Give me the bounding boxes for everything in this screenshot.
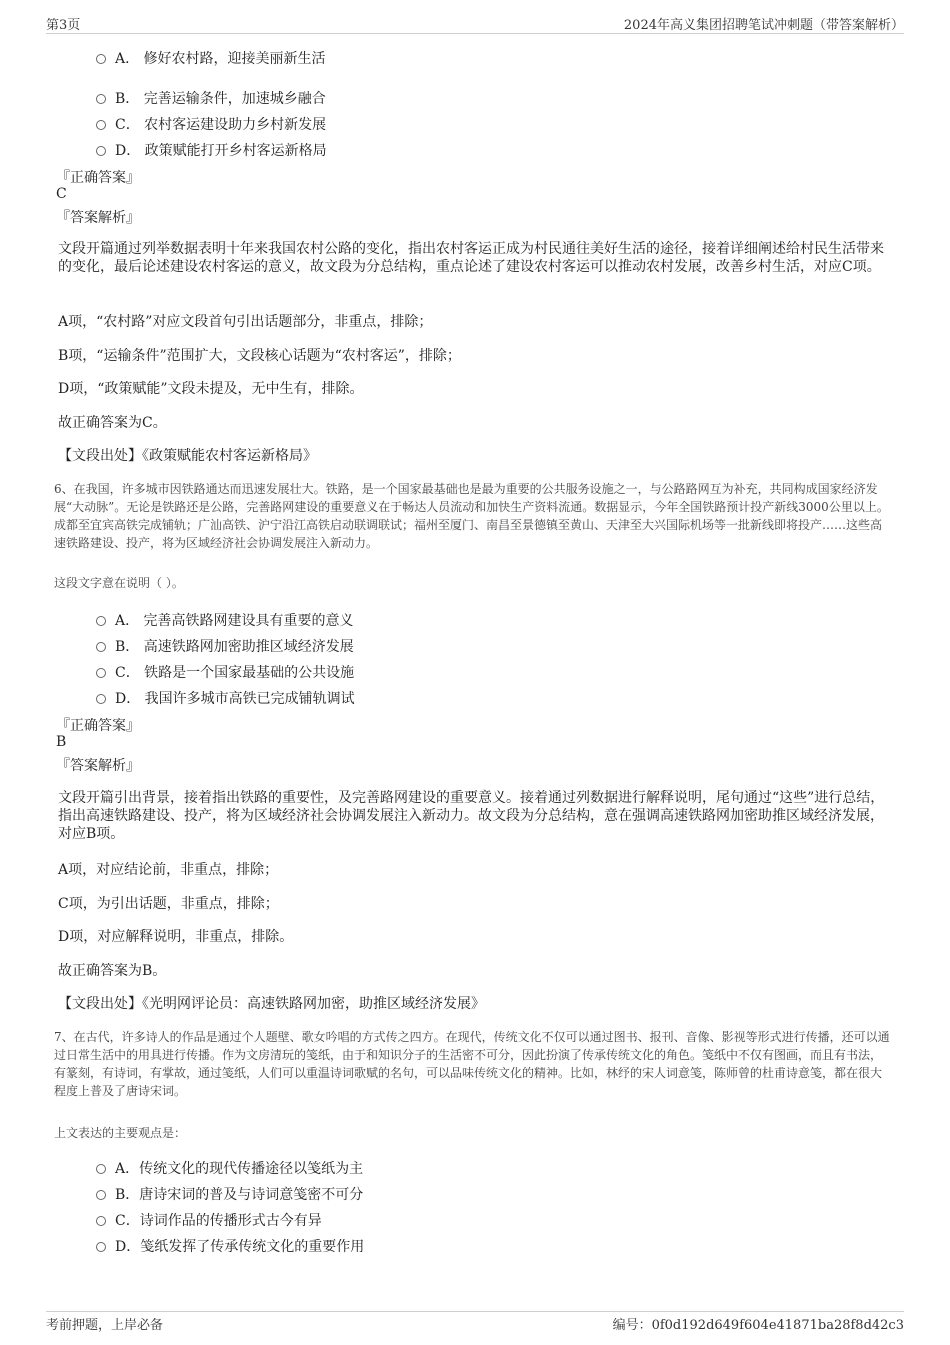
option-label: B． 高速铁路网加密助推区域经济发展 (115, 639, 354, 655)
radio-icon[interactable] (96, 668, 106, 678)
q5-note-a: A项，“农村路”对应文段首句引出话题部分，非重点，排除； (58, 314, 433, 330)
q6-stem: 6、在我国，许多城市因铁路通达而迅速发展壮大。铁路，是一个国家最基础也是最为重要的公共服务设施之一，与公路路网互为补充，共同构成国家经济发展“大动脉”。无论是铁路还是公路，完善路网建设的重要意义在于畅达人员流动和加快生产资料流通。数据显示，今年全国铁路预计投产新线3000公里以上。成都至宜宾高铁完成铺轨；广汕高铁、沪宁沿江高铁启动联调联试；福州至厦门、南昌至景德镇至黄山、天津至大兴国际机场等一批新线即将投产……这些高速铁路建设、投产，将为区域经济社会协调发展注入新动力。 (54, 482, 889, 550)
q5-note-b: B项，“运输条件”范围扩大，文段核心话题为“农村客运”，排除； (58, 348, 461, 364)
option-label: A． 修好农村路，迎接美丽新生活 (115, 51, 326, 67)
q6-source: 【文段出处】《光明网评论员：高速铁路网加密，助推区域经济发展》 (58, 996, 485, 1012)
radio-icon[interactable] (96, 642, 106, 652)
q6-analysis-text: 文段开篇引出背景，接着指出铁路的重要性，及完善路网建设的重要意义。接着通过列数据进行解释说明，尾句通过“这些”进行总结，指出高速铁路建设、投产，将为区域经济社会协调发展注入新动力。故文段为分总结构，意在强调高速铁路网加密助推区域经济发展，对应B项。 (58, 790, 885, 842)
option-label: B． 完善运输条件，加速城乡融合 (115, 91, 326, 107)
q5-analysis-label: 『答案解析』 (56, 210, 140, 226)
q5-note-d: D项，“政策赋能”文段未提及，无中生有，排除。 (58, 381, 364, 397)
q6-conclusion: 故正确答案为B。 (58, 963, 167, 979)
q6-analysis-label: 『答案解析』 (56, 758, 140, 774)
q5-option-b[interactable] (96, 88, 326, 108)
radio-icon[interactable] (96, 146, 106, 156)
q5-source: 【文段出处】《政策赋能农村客运新格局》 (58, 448, 317, 464)
q6-note-d: D项，对应解释说明，非重点，排除。 (58, 929, 294, 945)
q6-option-d[interactable] (96, 688, 355, 708)
option-label: D． 我国许多城市高铁已完成铺轨调试 (115, 691, 355, 707)
radio-icon[interactable] (96, 120, 106, 130)
q6-option-b[interactable] (96, 636, 354, 656)
radio-icon[interactable] (96, 94, 106, 104)
option-label: D．笺纸发挥了传承传统文化的重要作用 (115, 1239, 365, 1255)
footer-divider (46, 1311, 904, 1312)
header-divider (46, 33, 904, 34)
q6-note-c: C项，为引出话题，非重点，排除； (58, 896, 279, 912)
q7-option-d[interactable] (96, 1236, 364, 1256)
q6-correct-label: 『正确答案』 (56, 718, 140, 734)
footer-slogan: 考前押题，上岸必备 (46, 1318, 164, 1333)
option-label: C． 铁路是一个国家最基础的公共设施 (115, 665, 355, 681)
q5-option-d[interactable] (96, 140, 327, 160)
q5-correct-label: 『正确答案』 (56, 170, 140, 186)
q5-correct-answer: C (56, 186, 67, 202)
option-label: A．传统文化的现代传播途径以笺纸为主 (115, 1161, 364, 1177)
document-title: 2024年高义集团招聘笔试冲刺题（带答案解析） (623, 18, 904, 33)
radio-icon[interactable] (96, 1190, 106, 1200)
radio-icon[interactable] (96, 1164, 106, 1174)
q7-option-a[interactable] (96, 1158, 363, 1178)
radio-icon[interactable] (96, 1216, 106, 1226)
q5-conclusion: 故正确答案为C。 (58, 415, 167, 431)
option-label: D． 政策赋能打开乡村客运新格局 (115, 143, 327, 159)
q6-question: 这段文字意在说明（ ）。 (54, 576, 184, 590)
q7-question: 上文表达的主要观点是： (54, 1126, 187, 1140)
option-label: B．唐诗宋词的普及与诗词意笺密不可分 (115, 1187, 364, 1203)
radio-icon[interactable] (96, 54, 106, 64)
q7-option-c[interactable] (96, 1210, 322, 1230)
q5-option-a[interactable] (96, 48, 326, 68)
q6-option-a[interactable] (96, 610, 354, 630)
q7-stem: 7、在古代，许多诗人的作品是通过个人题壁、歌女吟唱的方式传之四方。在现代，传统文化不仅可以通过图书、报刊、音像、影视等形式进行传播，还可以通过日常生活中的用具进行传播。作为文房清玩的笺纸，由于和知识分子的生活密不可分，因此扮演了传承传统文化的角色。笺纸中不仅有图画，而且有书法，有篆刻，有诗词，有掌故，通过笺纸，人们可以重温诗词歌赋的名句，可以品味传统文化的精神。比如，林纾的宋人词意笺，陈师曾的杜甫诗意笺，都在很大程度上普及了唐诗宋词。 (54, 1030, 890, 1098)
q7-option-b[interactable] (96, 1184, 363, 1204)
q5-option-c[interactable] (96, 114, 326, 134)
page-number: 第3页 (46, 18, 81, 33)
q6-correct-answer: B (56, 734, 67, 750)
radio-icon[interactable] (96, 1242, 106, 1252)
q6-note-a: A项，对应结论前，非重点，排除； (58, 862, 279, 878)
radio-icon[interactable] (96, 694, 106, 704)
option-label: C．诗词作品的传播形式古今有异 (115, 1213, 322, 1229)
option-label: C． 农村客运建设助力乡村新发展 (115, 117, 327, 133)
document-code: 编号：0f0d192d649f604e41871ba28f8d42c3 (612, 1318, 904, 1333)
radio-icon[interactable] (96, 616, 106, 626)
q5-analysis-text: 文段开篇通过列举数据表明十年来我国农村公路的变化，指出农村客运正成为村民通往美好生活的途径，接着详细阐述给村民生活带来的变化，最后论述建设农村客运的意义，故文段为分总结构，重点论述了建设农村客运可以推动农村发展，改善乡村生活，对应C项。 (58, 241, 884, 275)
q6-option-c[interactable] (96, 662, 354, 682)
option-label: A． 完善高铁路网建设具有重要的意义 (115, 613, 354, 629)
